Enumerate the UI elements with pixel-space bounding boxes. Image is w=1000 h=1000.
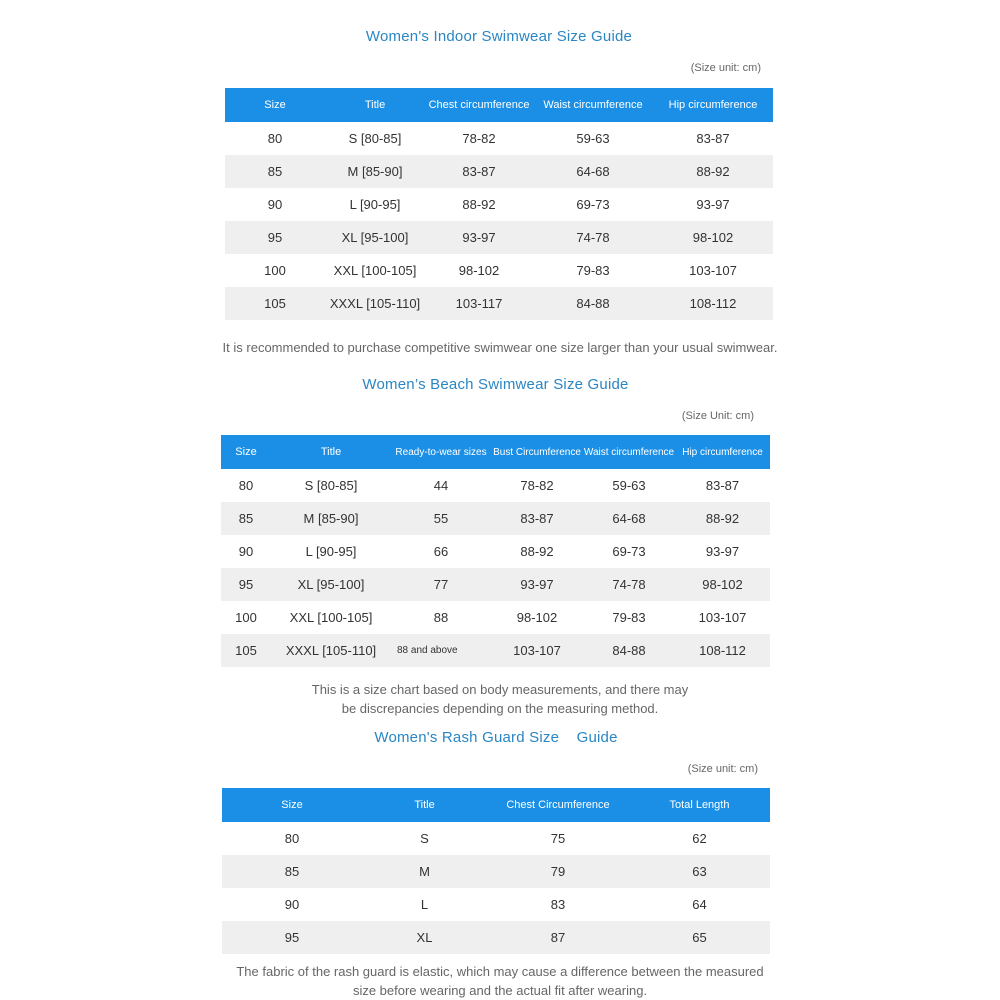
rash-unit-label: (Size unit: cm)	[687, 763, 758, 775]
rash-header-chest: Chest Circumference	[506, 799, 610, 811]
beach-size-guide	[221, 368, 770, 668]
table-row	[222, 855, 770, 888]
table-cell: 83	[550, 897, 566, 912]
table-row	[225, 287, 773, 320]
table-cell: 93-97	[705, 544, 740, 559]
table-cell: 87	[550, 930, 566, 945]
table-cell: 105	[235, 643, 257, 658]
table-cell: 90	[284, 897, 300, 912]
beach-header-title: Title	[320, 446, 342, 458]
table-cell: 83-87	[705, 478, 740, 493]
table-cell: 95	[267, 230, 283, 245]
table-cell: XXL [100-105]	[289, 610, 373, 625]
indoor-unit-label: (Size unit: cm)	[690, 62, 761, 74]
table-row	[221, 535, 770, 568]
table-cell: 98-102	[516, 610, 558, 625]
rash-header-length: Total Length	[669, 799, 730, 811]
table-cell: S [80-85]	[348, 131, 402, 146]
table-cell: L [90-95]	[349, 197, 401, 212]
beach-header-size: Size	[235, 446, 257, 458]
table-cell: 88-92	[705, 511, 740, 526]
table-cell: 90	[238, 544, 254, 559]
table-cell: 74-78	[576, 230, 610, 245]
indoor-title: Women's Indoor Swimwear Size Guide	[365, 28, 633, 45]
table-row	[225, 122, 773, 155]
table-cell: 88 and above	[397, 645, 458, 656]
table-cell: S	[420, 831, 429, 846]
table-cell: 69-73	[612, 544, 646, 559]
table-cell: 79	[550, 864, 566, 879]
table-cell: 78-82	[462, 131, 496, 146]
rash-guard-size-guide	[222, 721, 770, 961]
indoor-header-hip: Hip circumference	[668, 99, 758, 111]
table-cell: 59-63	[576, 131, 610, 146]
table-cell: 103-117	[455, 296, 503, 311]
table-cell: 98-102	[458, 263, 500, 278]
rash-title: Women's Rash Guard Size Guide	[374, 729, 618, 746]
table-cell: M [85-90]	[303, 511, 359, 526]
table-cell: 84-88	[576, 296, 610, 311]
table-row	[221, 568, 770, 601]
table-cell: XXXL [105-110]	[329, 296, 421, 311]
beach-header-hip: Hip circumference	[682, 446, 763, 458]
table-row	[222, 921, 770, 954]
table-cell: 103-107	[513, 643, 561, 658]
table-cell: XL [95-100]	[297, 577, 365, 592]
table-cell: M	[419, 864, 430, 879]
indoor-header-row	[225, 88, 773, 122]
beach-header-row	[221, 435, 770, 469]
rash-header-row	[222, 788, 770, 822]
table-row	[221, 469, 770, 502]
beach-note-line-1: This is a size chart based on body measurements, and there may	[311, 682, 689, 697]
indoor-header-title: Title	[364, 99, 386, 111]
table-cell: 98-102	[702, 577, 743, 592]
table-cell: 64-68	[612, 511, 646, 526]
table-row	[222, 888, 770, 921]
table-cell: 62	[692, 831, 707, 846]
table-cell: 59-63	[612, 478, 646, 493]
table-cell: XXL [100-105]	[333, 263, 417, 278]
table-cell: 88-92	[462, 197, 496, 212]
table-cell: 78-82	[520, 478, 554, 493]
table-cell: 79-83	[576, 263, 610, 278]
beach-header-waist: Waist circumference	[583, 446, 675, 458]
table-cell: L	[420, 897, 429, 912]
table-cell: 88	[433, 610, 449, 625]
beach-title: Women’s Beach Swimwear Size Guide	[362, 376, 629, 393]
table-cell: 93-97	[696, 197, 730, 212]
table-row	[225, 188, 773, 221]
table-cell: 55	[433, 511, 449, 526]
table-row	[225, 254, 773, 287]
table-cell: 44	[433, 478, 449, 493]
beach-note-line-2: be discrepancies depending on the measuring method.	[341, 701, 659, 716]
table-cell: 64	[692, 897, 707, 912]
table-cell: 65	[692, 930, 707, 945]
table-row	[221, 634, 770, 667]
table-cell: 88-92	[696, 164, 730, 179]
beach-size-table	[221, 435, 770, 667]
table-cell: 63	[692, 864, 707, 879]
table-cell: 108-112	[699, 643, 746, 658]
table-cell: 83-87	[696, 131, 730, 146]
rash-note-line-2: size before wearing and the actual fit after wearing.	[352, 983, 648, 998]
rash-header-size: Size	[281, 799, 303, 811]
table-row	[225, 155, 773, 188]
table-cell: 85	[238, 511, 254, 526]
rash-note-line-1: The fabric of the rash guard is elastic, which may cause a difference between the measured	[236, 964, 764, 979]
table-row	[221, 502, 770, 535]
rash-note	[200, 962, 800, 1000]
table-cell: 84-88	[612, 643, 646, 658]
table-cell: 100	[235, 610, 257, 625]
table-cell: XXXL [105-110]	[285, 643, 377, 658]
table-cell: 64-68	[576, 164, 610, 179]
table-cell: 85	[284, 864, 300, 879]
table-cell: 108-112	[689, 296, 737, 311]
table-cell: S [80-85]	[304, 478, 358, 493]
indoor-header-waist: Waist circumference	[543, 99, 643, 111]
table-row	[222, 822, 770, 855]
table-cell: 103-107	[698, 610, 747, 625]
table-cell: 79-83	[612, 610, 646, 625]
table-cell: 98-102	[692, 230, 734, 245]
table-cell: 69-73	[576, 197, 610, 212]
table-cell: 80	[238, 478, 254, 493]
table-cell: 66	[433, 544, 449, 559]
table-cell: 74-78	[612, 577, 646, 592]
indoor-note: It is recommended to purchase competitive swimwear one size larger than your usual swimwear.	[222, 340, 778, 355]
table-cell: 105	[264, 296, 286, 311]
table-cell: 85	[267, 164, 283, 179]
beach-header-bust: Bust Circumference	[493, 446, 581, 458]
table-cell: 75	[550, 831, 566, 846]
table-cell: 103-107	[689, 263, 737, 278]
indoor-header-size: Size	[264, 99, 286, 111]
table-row	[221, 601, 770, 634]
table-cell: 77	[433, 577, 449, 592]
beach-header-ready-to-wear: Ready-to-wear sizes	[395, 446, 487, 458]
rash-header-title: Title	[414, 799, 435, 811]
table-cell: 90	[267, 197, 283, 212]
table-row	[225, 221, 773, 254]
table-cell: L [90-95]	[305, 544, 357, 559]
indoor-size-guide	[225, 20, 773, 360]
table-cell: XL [95-100]	[341, 230, 409, 245]
table-cell: 93-97	[462, 230, 496, 245]
table-cell: 83-87	[462, 164, 496, 179]
table-cell: 95	[284, 930, 300, 945]
indoor-size-table	[225, 88, 773, 320]
table-cell: 80	[284, 831, 300, 846]
table-cell: 83-87	[520, 511, 554, 526]
rash-size-table	[222, 788, 770, 954]
beach-note	[250, 680, 750, 718]
table-cell: 93-97	[520, 577, 554, 592]
table-cell: XL	[416, 930, 433, 945]
table-cell: 100	[264, 263, 286, 278]
table-cell: 95	[238, 577, 254, 592]
indoor-header-chest: Chest circumference	[428, 99, 530, 111]
table-cell: 80	[267, 131, 283, 146]
beach-unit-label: (Size Unit: cm)	[681, 410, 754, 422]
table-cell: M [85-90]	[347, 164, 403, 179]
table-cell: 88-92	[520, 544, 554, 559]
